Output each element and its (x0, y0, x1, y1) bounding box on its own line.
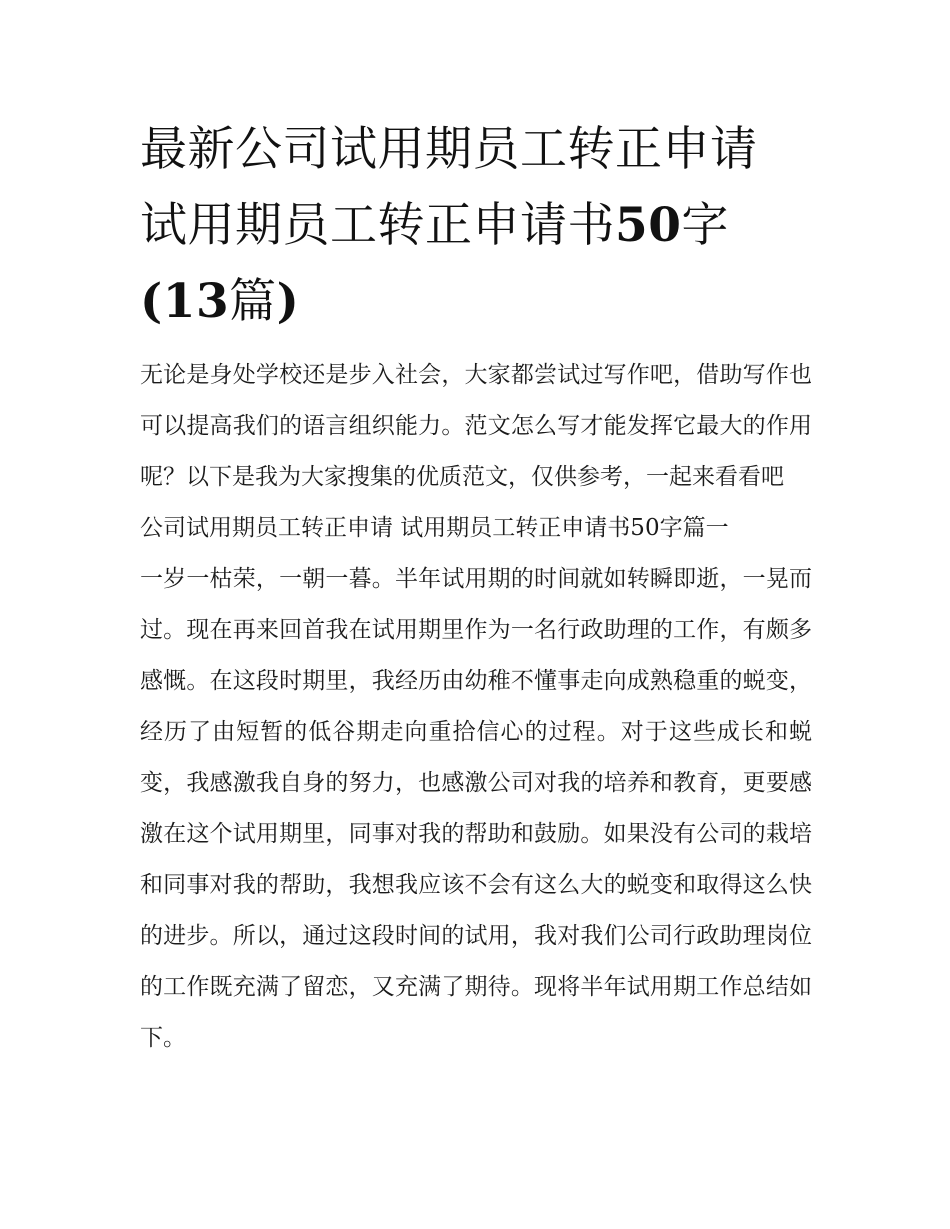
title-line-3-close: ) (276, 274, 300, 329)
document-body (140, 350, 812, 1064)
document-content (140, 112, 812, 1064)
title-line-2-text: 试用期员工转正申请书 (140, 198, 615, 253)
title-line-2-tail: 字 (681, 198, 729, 253)
section-heading: 公司试用期员工转正申请 试用期员工转正申请书50字篇一 (140, 515, 729, 541)
title-line-3-text: 篇 (229, 274, 277, 329)
section-paragraph: 一岁一枯荣，一朝一暮。半年试用期的时间就如转瞬即逝，一晃而过。现在再来回首我在试用期里作为一名行政助理的工作，有颇多感慨。在这段时期里，我经历由幼稚不懂事走向成熟稳重的蜕变，经历了由短暂的低谷期走向重拾信心的过程。对于这些成长和蜕变，我感激我自身的努力，也感激公司对我的培养和教育，更要感激在这个试用期里，同事对我的帮助和鼓励。如果没有公司的栽培和同事对我的帮助，我想我应该不会有这么大的蜕变和取得这么快的进步。所以，通过这段时间的试用，我对我们公司行政助理岗位的工作既充满了留恋，又充满了期待。现将半年试用期工作总结如下。 (140, 566, 812, 1051)
document-title (140, 112, 812, 340)
title-line-3-paren: (13 (140, 274, 230, 329)
title-line-1: 最新公司试用期员工转正申请 (140, 122, 758, 177)
intro-paragraph: 无论是身处学校还是步入社会，大家都尝试过写作吧，借助写作也可以提高我们的语言组织能力。范文怎么写才能发挥它最大的作用呢？以下是我为大家搜集的优质范文，仅供参考，一起来看看吧 (140, 362, 812, 490)
title-line-2-number: 50 (615, 198, 682, 253)
